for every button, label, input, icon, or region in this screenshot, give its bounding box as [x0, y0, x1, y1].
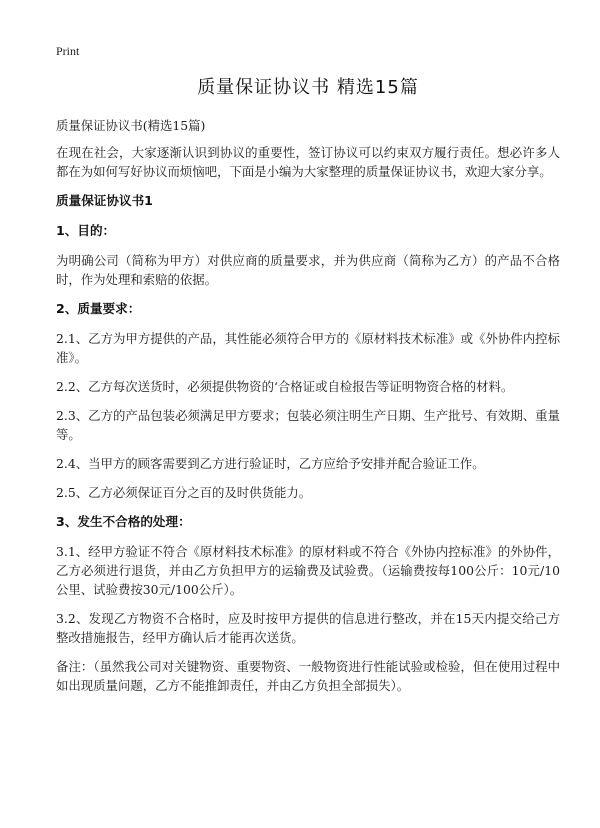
section-nonconformance [56, 512, 560, 695]
requirement-2-4: 2.4、当甲方的顾客需要到乙方进行验证时，乙方应给予安排并配合验证工作。 [56, 456, 485, 471]
print-label: Print [56, 44, 80, 58]
section-heading-quality-requirements: 2、质量要求： [56, 301, 141, 316]
document-title: 质量保证协议书 精选15篇 [197, 77, 419, 98]
requirement-2-2: 2.2、乙方每次送货时，必须提供物资的‘合格证或自检报告等证明物资合格的材料。 [56, 379, 514, 394]
nonconformance-3-1: 3.1、经甲方验证不符合《原材料技术标准》的原材料或不符合《外协内控标准》的外协件，乙方必须进行退货，并由乙方负担甲方的运输费及试验费。（运输费按每100公斤：10元/10公里、试验费按30元/100公斤）。 [56, 544, 560, 597]
document-subtitle: 质量保证协议书(精选15篇) [56, 118, 206, 133]
section-title: 质量保证协议书1 [56, 193, 153, 208]
section-heading-purpose: 1、目的： [56, 223, 116, 238]
nonconformance-3-2: 3.2、发现乙方物资不合格时，应及时按甲方提供的信息进行整改，并在15天内提交给己方整改措施报告，经甲方确认后才能再次送货。 [56, 611, 560, 645]
section-heading-nonconformance: 3、发生不合格的处理： [56, 514, 191, 529]
remarks-paragraph: 备注：（虽然我公司对关键物资、重要物资、一般物资进行性能试验或检验，但在使用过程中如出现质量问题，乙方不能推卸责任，并由乙方负担全部损失）。 [56, 659, 560, 693]
purpose-paragraph: 为明确公司（简称为甲方）对供应商的质量要求，并为供应商（简称为乙方）的产品不合格时，作为处理和索赔的依据。 [56, 253, 560, 287]
intro-paragraph: 在现在社会，大家逐渐认识到协议的重要性，签订协议可以约束双方履行责任。想必许多人都在为如何写好协议而烦恼吧，下面是小编为大家整理的质量保证协议书，欢迎大家分享。 [56, 145, 560, 179]
requirement-2-5: 2.5、乙方必须保证百分之百的及时供货能力。 [56, 485, 312, 500]
requirement-2-3: 2.3、乙方的产品包装必须满足甲方要求；包装必须注明生产日期、生产批号、有效期、重量等。 [56, 408, 560, 442]
section-purpose [56, 221, 560, 289]
requirement-2-1: 2.1、乙方为甲方提供的产品，其性能必须符合甲方的《原材料技术标准》或《外协件内控标准》。 [56, 331, 560, 365]
section-quality-requirements [56, 299, 560, 502]
